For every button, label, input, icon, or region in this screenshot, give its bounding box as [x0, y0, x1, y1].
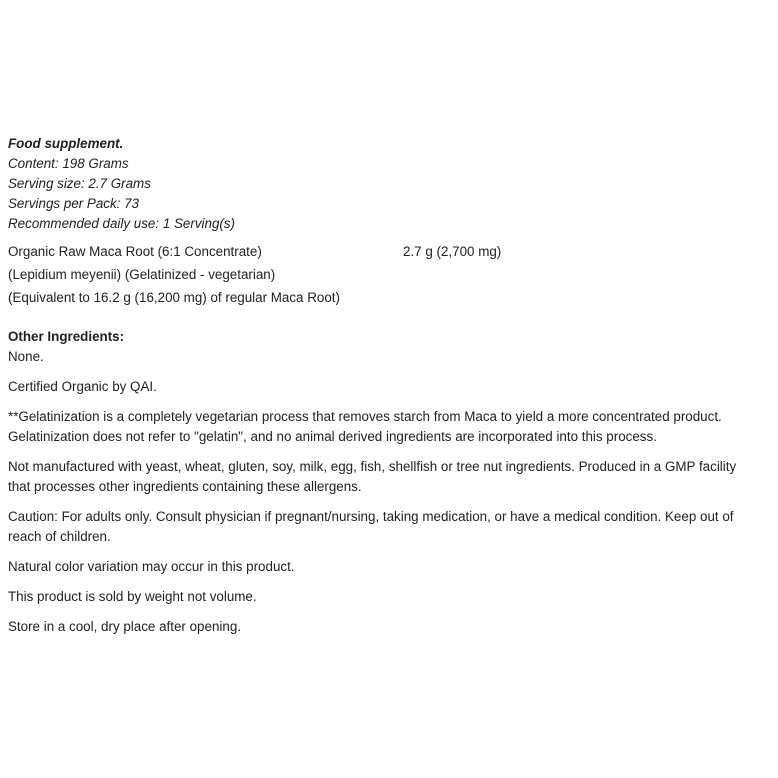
recommended-use-text: Recommended daily use: 1 Serving(s) [8, 216, 236, 231]
ingredient-botanical-name: (Lepidium meyenii) (Gelatinized - vegetarian) [8, 267, 276, 282]
ingredient-equivalent: (Equivalent to 16.2 g (16,200 mg) of regular Maca Root) [8, 290, 340, 305]
caution-line: reach of children. [8, 529, 111, 544]
ingredient-amount: 2.7 g (2,700 mg) [403, 244, 502, 259]
content-text: Content: 198 Grams [8, 156, 129, 171]
color-variation-note: Natural color variation may occur in this product. [8, 559, 295, 574]
allergen-note [8, 457, 774, 497]
other-ingredients-heading: Other Ingredients: [8, 329, 125, 344]
ingredient-row [8, 240, 774, 263]
other-ingredients-section [8, 327, 774, 367]
allergen-line: Not manufactured with yeast, wheat, gluten, soy, milk, egg, fish, shellfish or tree nut ingredients. Produced in a GMP facility [8, 459, 737, 474]
gelatinization-line: Gelatinization does not refer to "gelatin", and no animal derived ingredients are incorporated into this process. [8, 429, 657, 444]
allergen-line: that processes other ingredients containing these allergens. [8, 479, 362, 494]
product-description [8, 134, 774, 637]
certified-note: Certified Organic by QAI. [8, 379, 157, 394]
servings-per-pack-text: Servings per Pack: 73 [8, 196, 139, 211]
other-ingredients-value: None. [8, 349, 44, 364]
gelatinization-note [8, 407, 774, 447]
weight-note: This product is sold by weight not volume. [8, 589, 257, 604]
supplement-header [8, 134, 774, 234]
caution-note [8, 507, 774, 547]
serving-size-text: Serving size: 2.7 Grams [8, 176, 151, 191]
gelatinization-line: **Gelatinization is a completely vegetarian process that removes starch from Maca to yield a more concentrated product. [8, 409, 722, 424]
supplement-title: Food supplement. [8, 136, 124, 151]
caution-line: Caution: For adults only. Consult physician if pregnant/nursing, taking medication, or have a medical condition. Keep out of [8, 509, 734, 524]
storage-note: Store in a cool, dry place after opening. [8, 619, 241, 634]
ingredient-name: Organic Raw Maca Root (6:1 Concentrate) [8, 244, 262, 259]
ingredient-block [8, 240, 774, 309]
